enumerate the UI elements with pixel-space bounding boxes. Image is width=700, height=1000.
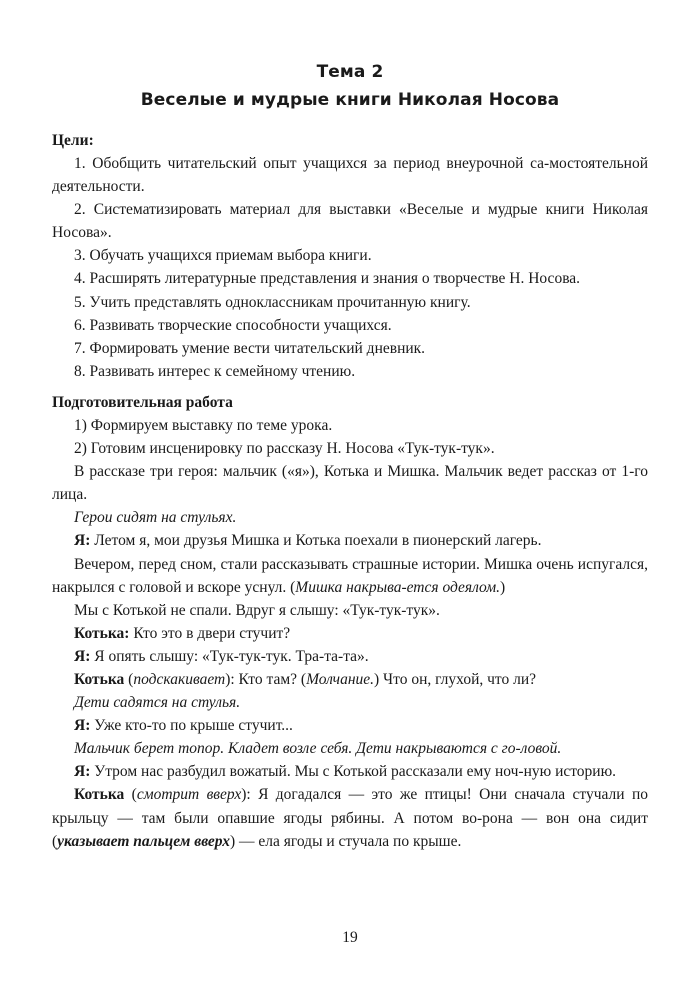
goal-item: 6. Развивать творческие способности учащихся. [74,316,392,334]
stage-direction-inline-2: Молчание. [306,670,375,688]
dialogue-text-tail: ) — ела ягоды и стучала по крыше. [230,832,462,850]
dialogue-line [52,529,648,552]
title-line-theme: Тема 2 [316,62,384,82]
dialogue-text-tail: ) Что он, глухой, что ли? [374,670,537,688]
section-heading-goals: Цели: [52,132,94,149]
preparation-item: 1) Формируем выставку по теме урока. [74,416,333,434]
speaker-label: Котька: [74,624,130,642]
stage-direction-text: Дети садятся на стулья. [74,694,241,712]
paren-close: ): [225,670,239,688]
goal-item: 1. Обобщить читательский опыт учащихся за период внеурочной са-мостоятельной деятельности. [52,155,648,196]
dialogue-line [52,714,648,737]
page-title [52,58,648,114]
preparation-item: 2) Готовим инсценировку по рассказу Н. Носова «Тук-тук-тук». [74,440,495,458]
stage-direction-inline-emphasis: указывает пальцем вверх [57,832,230,850]
stage-direction-inline: смотрит вверх [136,786,242,804]
dialogue-text: Я опять слышу: «Тук-тук-тук. Тра-та-та». [90,647,369,665]
speaker-label: Я: [74,763,91,781]
paren-open: ( [124,786,137,804]
dialogue-line [52,783,648,852]
dialogue-text: Уже кто-то по крыше стучит... [90,717,293,735]
dialogue-line [52,760,648,783]
paren-close: ): [241,786,259,804]
narration-text-tail: ) [499,578,506,596]
stage-direction-text: Герои сидят на стульях. [74,509,237,527]
dialogue-text: Утром нас разбудил вожатый. Мы с Котькой рассказали ему ноч-ную историю. [90,763,617,781]
narration-text: Вечером, перед сном, стали рассказывать страшные истории. Мишка очень испугался, накрылся с головой и вскоре уснул. ( [52,555,648,596]
dialogue-line [52,622,648,645]
dialogue-line [52,668,648,691]
goal-item: 5. Учить представлять одноклассникам прочитанную книгу. [74,293,471,311]
paren-open: ( [124,670,134,688]
stage-direction [52,691,648,714]
stage-direction-inline: Мишка накрыва-ется одеялом. [295,578,500,596]
narration-line: Мы с Котькой не спали. Вдруг я слышу: «Тук-тук-тук». [74,601,440,619]
title-line-subject: Веселые и мудрые книги Николая Носова [140,90,560,110]
speaker-label: Котька [74,670,125,688]
body-column [52,129,648,853]
stage-direction [52,737,648,760]
dialogue-line [52,645,648,668]
speaker-label: Я: [74,717,91,735]
goal-item: 4. Расширять литературные представления и знания о творчестве Н. Носова. [74,270,581,288]
stage-direction [52,506,648,529]
stage-direction-text: Мальчик берет топор. Кладет возле себя. Дети накрываются с го-ловой. [74,740,562,758]
goal-item: 2. Систематизировать материал для выставки «Веселые и мудрые книги Николая Носова». [52,201,648,242]
page-number: 19 [342,929,358,946]
dialogue-text: Кто это в двери стучит? [129,624,291,642]
section-heading-preparation: Подготовительная работа [52,393,233,411]
dialogue-text: Летом я, мои друзья Мишка и Котька поехали в пионерский лагерь. [90,532,542,550]
narration-line [52,553,648,599]
speaker-label: Я: [74,532,91,550]
goal-item: 7. Формировать умение вести читательский дневник. [74,339,426,357]
goal-item: 3. Обучать учащихся приемам выбора книги. [74,247,372,265]
speaker-label: Я: [74,647,91,665]
dialogue-text: Кто там? ( [238,670,307,688]
dialogue-text: Я догадался — это же птицы! Они сначала стучали по крыльцу — там были опавшие ягоды рябины. А потом во-рона — вон она сидит ( [52,786,648,850]
preparation-intro: В рассказе три героя: мальчик («я»), Котька и Мишка. Мальчик ведет рассказ от 1-го лица. [52,463,648,504]
speaker-label: Котька [74,786,125,804]
stage-direction-inline: подскакивает [133,670,226,688]
goal-item: 8. Развивать интерес к семейному чтению. [74,362,356,380]
